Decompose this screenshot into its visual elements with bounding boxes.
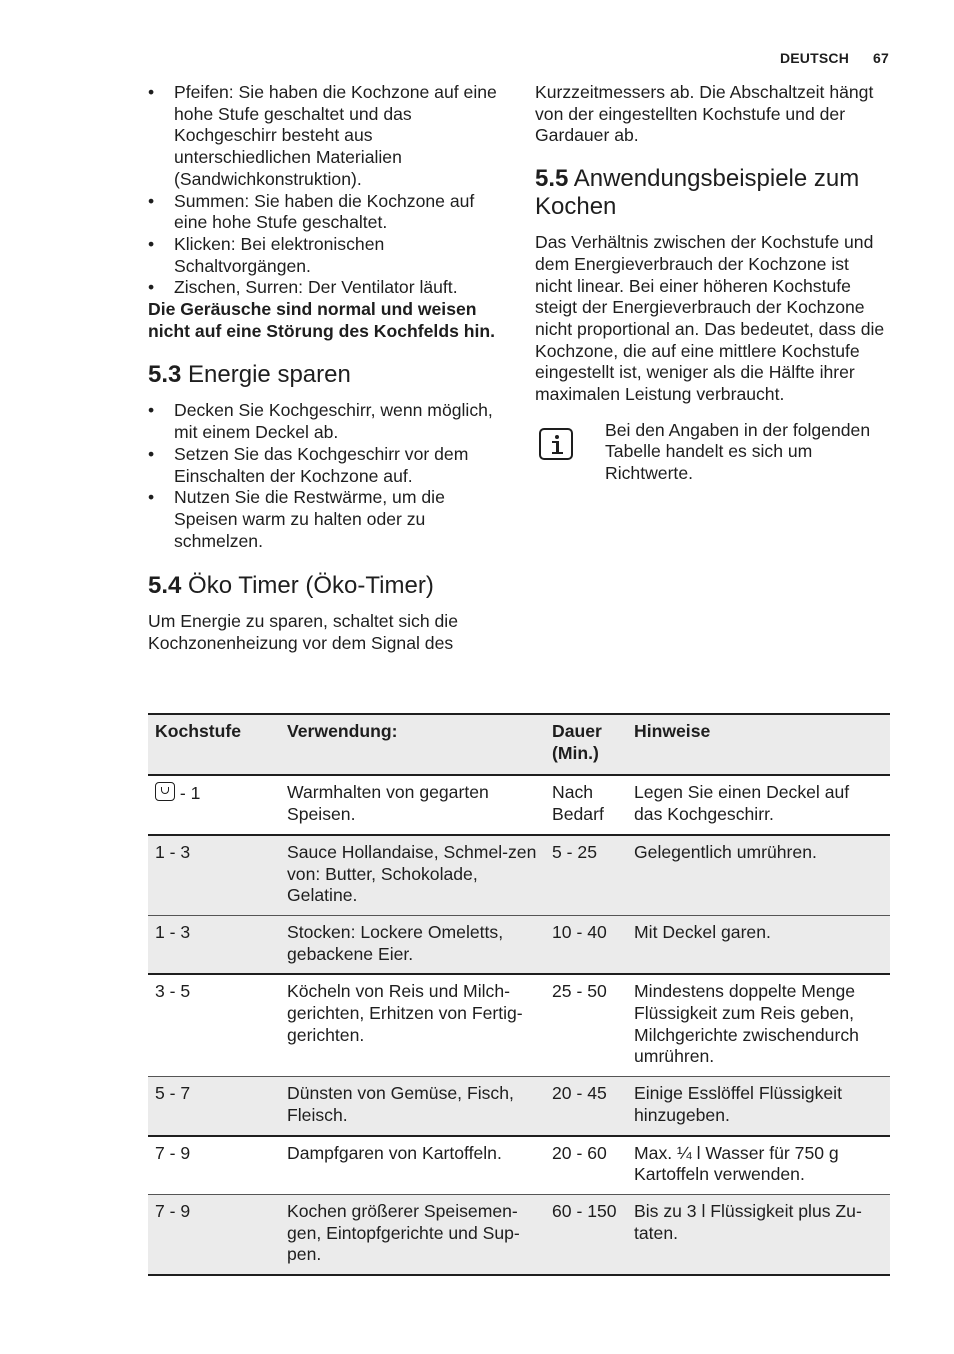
section-heading-5-4 <box>148 572 498 600</box>
info-box <box>535 420 890 485</box>
list-item: • Summen: Sie haben die Kochzone auf eine hohe Stufe geschaltet. <box>148 191 498 234</box>
section-heading-5-5 <box>535 165 890 221</box>
cell-duration: 25 - 50 <box>545 974 627 1076</box>
energy-saving-list <box>148 400 498 552</box>
cell-duration: 10 - 40 <box>545 915 627 974</box>
level-text: - 1 <box>179 783 201 804</box>
header-hinweise: Hinweise <box>627 714 890 775</box>
cell-notes: Legen Sie einen Deckel auf das Kochgeschirr. <box>627 775 890 834</box>
header-verwendung: Verwendung: <box>280 714 545 775</box>
section-number: 5.3 <box>148 361 182 389</box>
section-number: 5.5 <box>535 165 569 193</box>
cell-level <box>148 775 280 834</box>
right-column <box>535 82 890 485</box>
table-row <box>148 835 890 916</box>
info-text: Bei den Angaben in der folgenden Tabelle handelt es sich um Richtwerte. <box>605 419 871 484</box>
cell-duration: 20 - 45 <box>545 1077 627 1136</box>
cell-level: 1 - 3 <box>148 915 280 974</box>
cell-duration: Nach Bedarf <box>545 775 627 834</box>
section-number: 5.4 <box>148 572 182 600</box>
header-dauer: Dauer (Min.) <box>545 714 627 775</box>
cell-notes: Max. ¼ l Wasser für 750 g Kartoffeln verwenden. <box>627 1136 890 1195</box>
cell-use: Kochen größerer Speisemen-gen, Eintopfgerichte und Sup-pen. <box>280 1194 545 1275</box>
cell-level: 7 - 9 <box>148 1194 280 1275</box>
header-language: DEUTSCH <box>779 50 850 66</box>
info-icon <box>539 428 573 460</box>
list-item: • Zischen, Surren: Der Ventilator läuft. <box>148 277 498 299</box>
cooking-table <box>148 713 890 1276</box>
cell-level: 5 - 7 <box>148 1077 280 1136</box>
section-title: Anwendungsbeispiele zum Kochen <box>535 165 860 221</box>
cell-notes: Einige Esslöffel Flüssigkeit hinzugeben. <box>627 1077 890 1136</box>
list-item: • Setzen Sie das Kochgeschirr vor dem Einschalten der Kochzone auf. <box>148 444 498 487</box>
list-item: • Pfeifen: Sie haben die Kochzone auf eine hohe Stufe geschaltet und das Kochgeschirr besteht aus unterschiedlichen Materialien (Sandwichkonstruktion). <box>148 82 498 191</box>
cell-notes: Mindestens doppelte Menge Flüssigkeit zum Reis geben, Milchgerichte zwischendurch umrühren. <box>627 974 890 1076</box>
eco-timer-text: Um Energie zu sparen, schaltet sich die Kochzonenheizung vor dem Signal des <box>148 611 458 654</box>
noise-note: Die Geräusche sind normal und weisen nicht auf eine Störung des Kochfelds hin. <box>148 299 496 341</box>
warm-keeping-icon <box>155 782 175 801</box>
cell-use: Warmhalten von gegarten Speisen. <box>280 775 545 834</box>
cooking-examples-text: Das Verhältnis zwischen der Kochstufe und dem Energieverbrauch der Kochzone ist nicht linear. Bei einer höheren Kochstufe steigt der Energieverbrauch der Kochzone nicht proportional an. Das bedeutet, dass die Kochzone, die auf eine mittlere Kochstufe eingestellt ist, weniger als die Hälfte ihrer maximalen Leistung verbraucht. <box>535 232 885 405</box>
table-row <box>148 1136 890 1195</box>
table-header-row <box>148 714 890 775</box>
cell-notes: Mit Deckel garen. <box>627 915 890 974</box>
cell-duration: 20 - 60 <box>545 1136 627 1195</box>
table-row <box>148 974 890 1076</box>
cell-use: Dünsten von Gemüse, Fisch, Fleisch. <box>280 1077 545 1136</box>
list-item: • Decken Sie Kochgeschirr, wenn möglich, mit einem Deckel ab. <box>148 400 498 443</box>
table-row <box>148 1077 890 1136</box>
table-row <box>148 915 890 974</box>
cell-use: Sauce Hollandaise, Schmel-zen von: Butter, Schokolade, Gelatine. <box>280 835 545 916</box>
page-number: 67 <box>873 50 889 66</box>
page-header <box>780 50 889 66</box>
header-kochstufe: Kochstufe <box>148 714 280 775</box>
cell-level: 1 - 3 <box>148 835 280 916</box>
cell-notes: Bis zu 3 l Flüssigkeit plus Zu-taten. <box>627 1194 890 1275</box>
cell-use: Dampfgaren von Kartoffeln. <box>280 1136 545 1195</box>
noise-list <box>148 82 498 299</box>
list-item: • Nutzen Sie die Restwärme, um die Speisen warm zu halten oder zu schmelzen. <box>148 487 498 552</box>
cell-level: 3 - 5 <box>148 974 280 1076</box>
list-item: • Klicken: Bei elektronischen Schaltvorgängen. <box>148 234 498 277</box>
table-row <box>148 1194 890 1275</box>
cell-level: 7 - 9 <box>148 1136 280 1195</box>
section-title: Öko Timer (Öko-Timer) <box>188 572 434 600</box>
section-title: Energie sparen <box>188 361 351 389</box>
eco-timer-text-continued: Kurzzeitmessers ab. Die Abschaltzeit hängt von der eingestellten Kochstufe und der Gardauer ab. <box>535 82 874 146</box>
left-column <box>148 82 498 655</box>
cell-use: Köcheln von Reis und Milch-gerichten, Erhitzen von Fertig-gerichten. <box>280 974 545 1076</box>
section-heading-5-3 <box>148 361 498 389</box>
cell-duration: 5 - 25 <box>545 835 627 916</box>
cell-use: Stocken: Lockere Omeletts, gebackene Eier. <box>280 915 545 974</box>
table-row <box>148 775 890 834</box>
cell-duration: 60 - 150 <box>545 1194 627 1275</box>
cell-notes: Gelegentlich umrühren. <box>627 835 890 916</box>
